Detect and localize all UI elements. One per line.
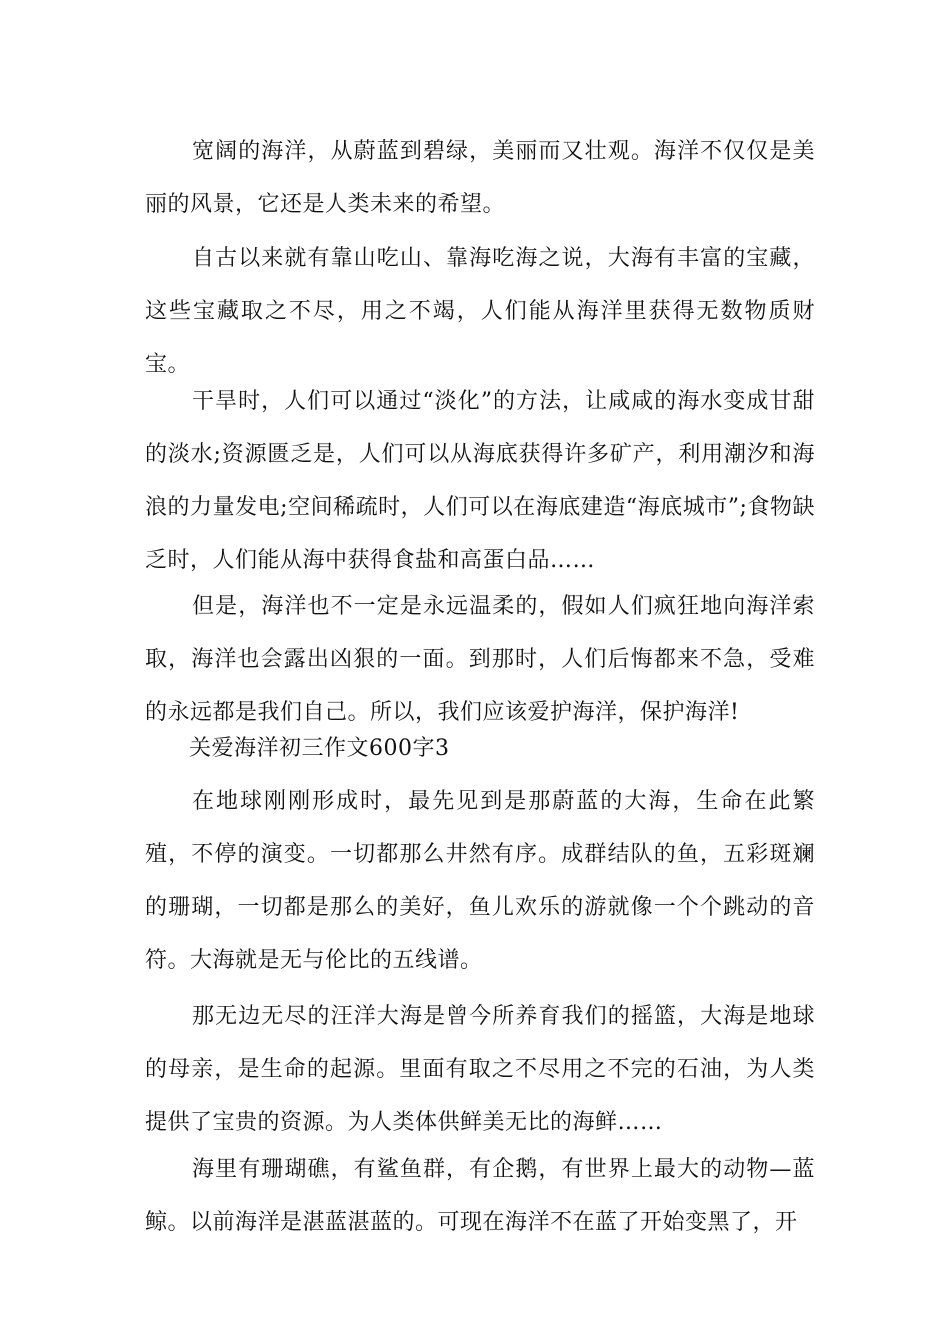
paragraph-text: 在地球刚刚形成时，最先见到是那蔚蓝的大海，生命在此繁殖，不停的演变。一切都那么井然有序。成群结队的鱼，五彩斑斓的珊瑚，一切都是那么的美好，鱼儿欢乐的游就像一个个跳动的音符。大海就是无与伦比的五线谱。	[145, 789, 815, 973]
paragraph-text: 自古以来就有靠山吃山、靠海吃海之说，大海有丰富的宝藏，这些宝藏取之不尽，用之不竭，人们能从海洋里获得无数物质财宝。	[145, 246, 815, 377]
paragraph-6	[145, 990, 815, 1149]
paragraph-1	[145, 125, 815, 231]
paragraph-4	[145, 580, 815, 739]
paragraph-7	[145, 1143, 815, 1249]
paragraph-text: 但是，海洋也不一定是永远温柔的，假如人们疯狂地向海洋索取，海洋也会露出凶狠的一面。到那时，人们后悔都来不急，受难的永远都是我们自己。所以，我们应该爱护海洋，保护海洋!	[145, 594, 815, 725]
paragraph-text: 宽阔的海洋，从蔚蓝到碧绿，美丽而又壮观。海洋不仅仅是美丽的风景，它还是人类未来的希望。	[145, 139, 815, 217]
paragraph-text: 那无边无尽的汪洋大海是曾今所养育我们的摇篮，大海是地球的母亲，是生命的起源。里面有取之不尽用之不完的石油，为人类提供了宝贵的资源。为人类体供鲜美无比的海鲜……	[145, 1004, 815, 1135]
paragraph-2	[145, 232, 815, 391]
section-heading-text: 关爱海洋初三作文600字3	[189, 736, 450, 761]
section-heading	[145, 722, 815, 775]
paragraph-text: 干旱时，人们可以通过“淡化”的方法，让咸咸的海水变成甘甜的淡水;资源匮乏是，人们可以从海底获得许多矿产，利用潮汐和海浪的力量发电;空间稀疏时，人们可以在海底建造“海底城市”;食物缺乏时，人们能从海中获得食盐和高蛋白品……	[145, 389, 815, 573]
paragraph-5	[145, 775, 815, 987]
paragraph-3	[145, 375, 815, 587]
paragraph-text: 海里有珊瑚礁，有鲨鱼群，有企鹅，有世界上最大的动物—蓝鲸。以前海洋是湛蓝湛蓝的。可现在海洋不在蓝了开始变黑了，开	[145, 1157, 815, 1235]
